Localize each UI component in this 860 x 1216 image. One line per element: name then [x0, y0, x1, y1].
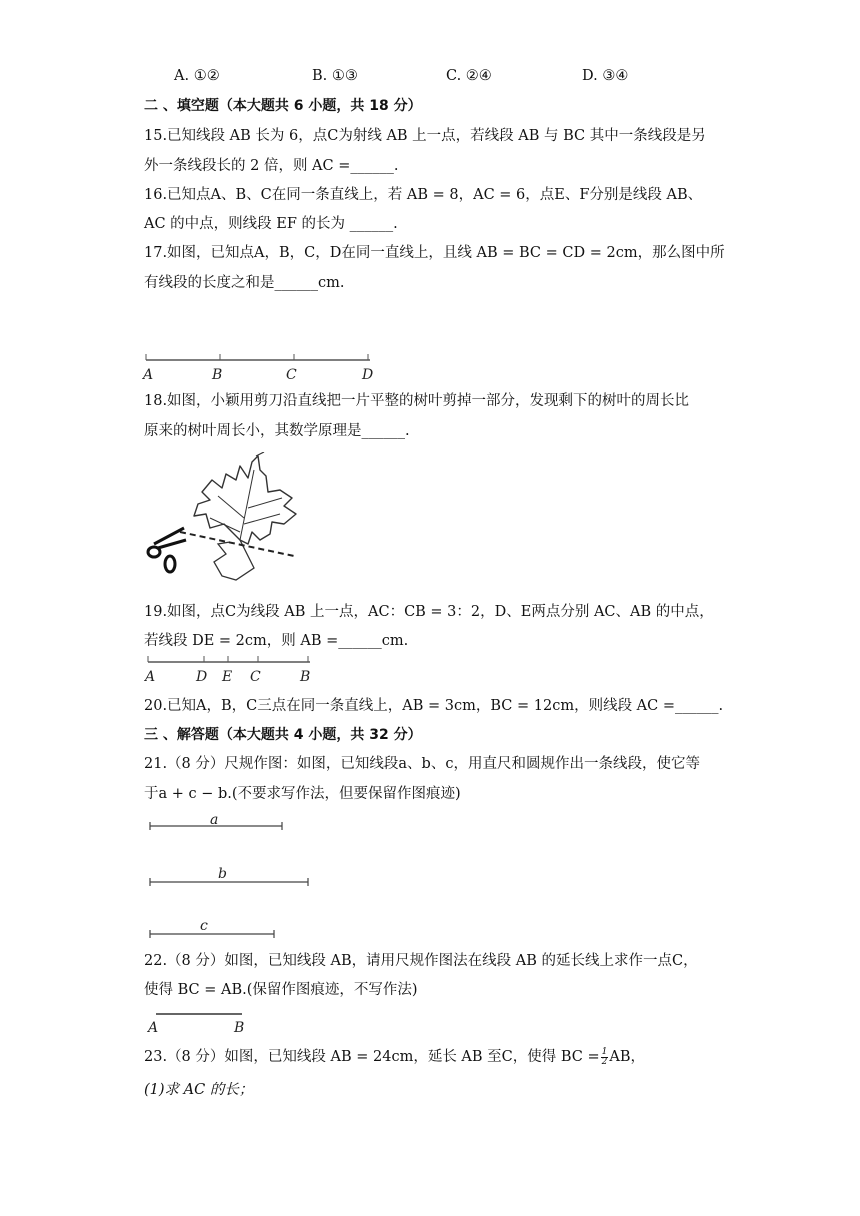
q23-fraction [601, 1048, 609, 1067]
scissors-icon [148, 528, 186, 572]
q16-line1: 16.已知点A、B、C在同一条直线上，若 AB = 8，AC = 6，点E、F分别是线段 AB、 [144, 187, 703, 203]
q22-point-b: B [234, 1020, 245, 1036]
q23-line1-pre: 23.（8 分）如图，已知线段 AB = 24cm，延长 AB 至C，使得 BC = [144, 1049, 600, 1065]
segment-a-label: a [210, 812, 219, 828]
q23-frac-den: 2 [601, 1056, 608, 1067]
cut-line [180, 532, 294, 556]
q19-point-e: E [222, 669, 233, 685]
q19-point-a: A [145, 669, 156, 685]
q23-frac-num: 1 [601, 1046, 608, 1057]
q19-point-c: C [250, 669, 261, 685]
q23-line1 [144, 1047, 645, 1067]
option-d: D. ③④ [582, 68, 629, 84]
q22-segment-figure [144, 1006, 254, 1036]
q22-line2: 使得 BC = AB.(保留作图痕迹，不写作法) [144, 982, 418, 998]
q19-line-figure [142, 650, 322, 686]
q18-line1: 18.如图，小颖用剪刀沿直线把一片平整的树叶剪掉一部分，发现剩下的树叶的周长比 [144, 393, 690, 409]
q16-line2: AC 的中点，则线段 EF 的长为 ______. [144, 216, 398, 232]
q15-line2: 外一条线段长的 2 倍，则 AC =______. [144, 158, 399, 174]
q19-point-b: B [300, 669, 311, 685]
q19-line1: 19.如图，点C为线段 AB 上一点，AC：CB = 3：2，D、E两点分别 AC、AB 的中点， [144, 604, 714, 620]
q20-line1: 20.已知A，B，C三点在同一条直线上，AB = 3cm，BC = 12cm，则线段 AC =______. [144, 698, 724, 714]
leaf-outline [194, 456, 296, 544]
segment-c-label: c [200, 918, 208, 934]
q19-point-d: D [196, 669, 208, 685]
q22-point-a: A [148, 1020, 159, 1036]
leaf-scissors-illustration [144, 452, 304, 590]
q17-point-b: B [212, 367, 223, 383]
option-b: B. ①③ [312, 68, 358, 84]
q23-line1-post: AB， [609, 1049, 646, 1065]
q15-line1: 15.已知线段 AB 长为 6，点C为射线 AB 上一点，若线段 AB 与 BC 其中一条线段是另 [144, 128, 706, 144]
segment-b-label: b [218, 866, 227, 882]
segment-b-figure [144, 862, 319, 888]
q18-line2: 原来的树叶周长小，其数学原理是______. [144, 423, 410, 439]
q17-point-c: C [286, 367, 297, 383]
q21-line1: 21.（8 分）尺规作图：如图，已知线段a、b、c，用直尺和圆规作出一条线段，使它等 [144, 756, 700, 772]
q22-line1: 22.（8 分）如图，已知线段 AB，请用尺规作图法在线段 AB 的延长线上求作一点C， [144, 953, 698, 969]
q17-line1: 17.如图，已知点A，B，C，D在同一直线上，且线 AB = BC = CD = 2cm，那么图中所 [144, 245, 725, 261]
section-3-heading: 三 、解答题（本大题共 4 小题，共 32 分） [144, 727, 422, 743]
q17-point-a: A [143, 367, 154, 383]
segment-a-figure [144, 810, 294, 834]
option-c: C. ②④ [446, 68, 492, 84]
q19-line2: 若线段 DE = 2cm，则 AB =______cm. [144, 633, 409, 649]
q17-line2: 有线段的长度之和是______cm. [144, 275, 345, 291]
section-2-heading: 二 、填空题（本大题共 6 小题，共 18 分） [144, 98, 422, 114]
q21-line2: 于a + c − b.(不要求写作法，但要保留作图痕迹) [144, 786, 461, 802]
q23-line2: (1)求 AC 的长； [144, 1082, 254, 1098]
option-a: A. ①② [174, 68, 220, 84]
q17-line-figure [140, 348, 390, 384]
q17-point-d: D [362, 367, 374, 383]
segment-c-figure [144, 916, 284, 940]
